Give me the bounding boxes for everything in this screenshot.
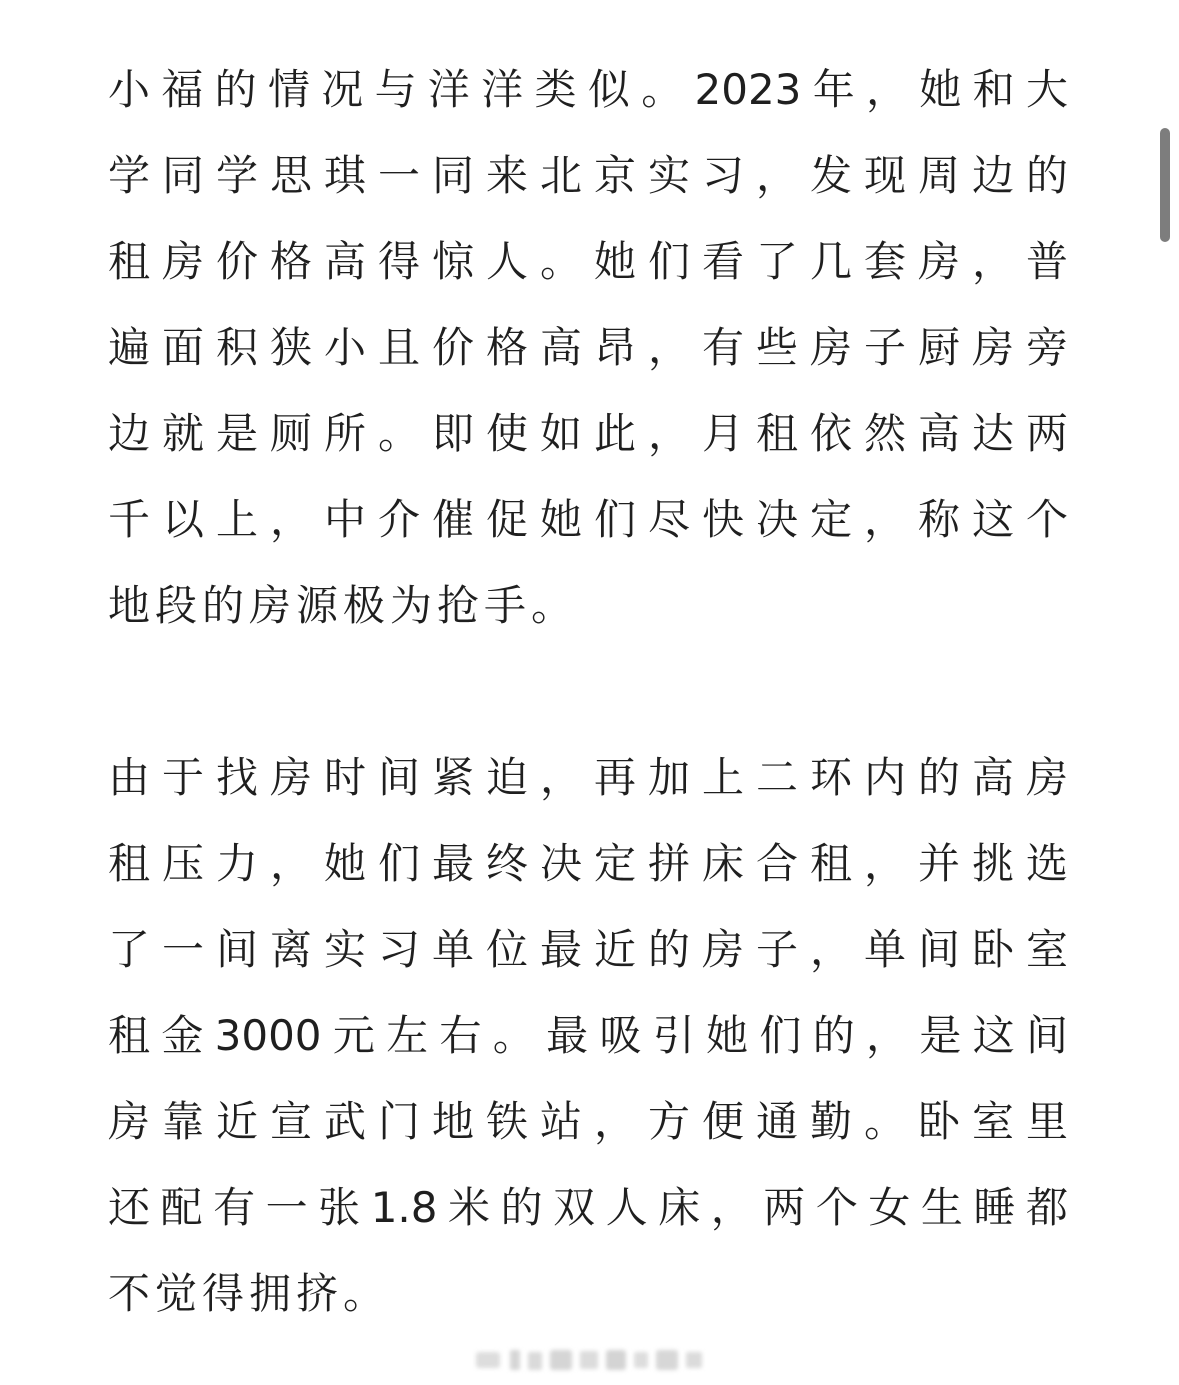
text-line: 遍面积狭小且价格高昂，有些房子厨房旁 (108, 323, 1068, 372)
text-line: 了一间离实习单位最近的房子，单间卧室 (108, 925, 1068, 974)
text-line: 边就是厕所。即使如此，月租依然高达两 (108, 409, 1068, 458)
text-line: 租金3000元左右。最吸引她们的，是这间 (108, 1011, 1068, 1060)
text-line: 学同学思琪一同来北京实习，发现周边的 (108, 151, 1068, 200)
text-line: 租压力，她们最终决定拼床合租，并挑选 (108, 839, 1068, 888)
text-line: 不觉得拥挤。 (108, 1269, 391, 1318)
vertical-scrollbar[interactable] (1160, 128, 1170, 242)
text-line: 千以上，中介催促她们尽快决定，称这个 (108, 495, 1068, 544)
text-line: 还配有一张1.8米的双人床，两个女生睡都 (108, 1183, 1068, 1232)
text-line: 地段的房源极为抢手。 (108, 581, 579, 630)
text-line: 房靠近宣武门地铁站，方便通勤。卧室里 (108, 1097, 1068, 1146)
text-line: 由于找房时间紧迫，再加上二环内的高房 (108, 753, 1068, 802)
watermark-icon (476, 1346, 704, 1374)
text-line: 小福的情况与洋洋类似。2023年，她和大 (108, 65, 1068, 114)
text-line: 租房价格高得惊人。她们看了几套房，普 (108, 237, 1068, 286)
